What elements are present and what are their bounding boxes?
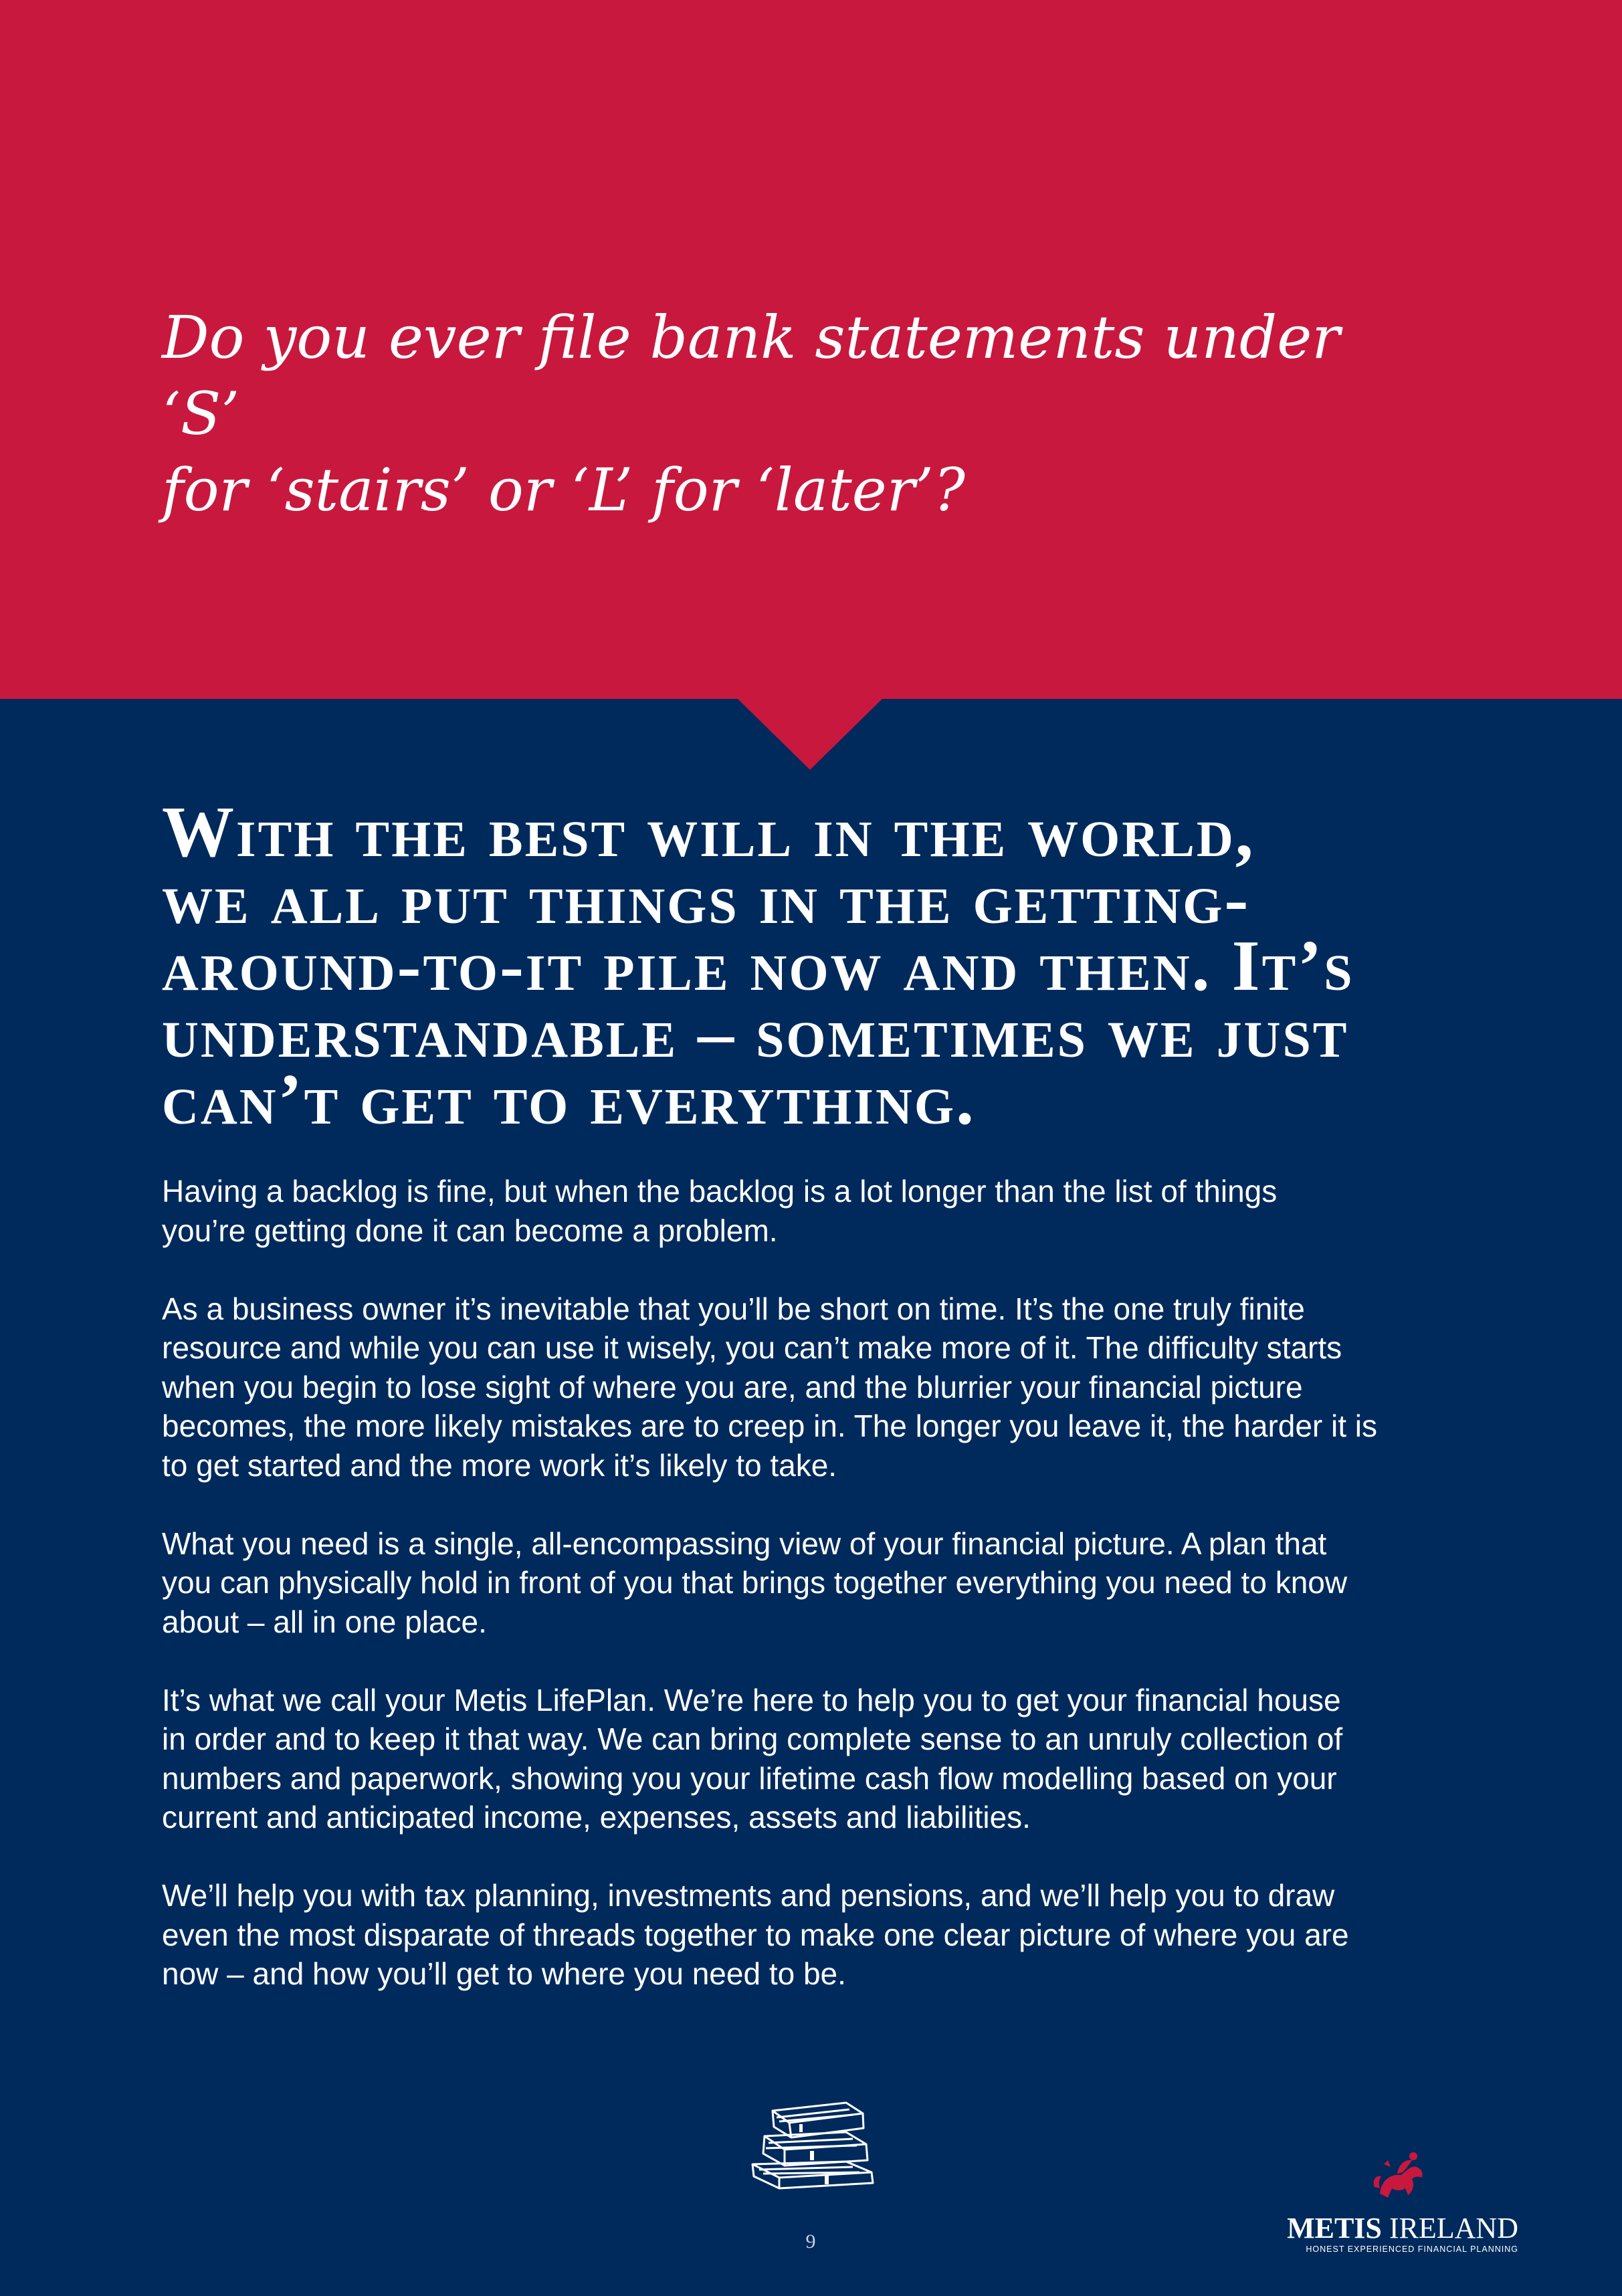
logo-name-bold: METIS xyxy=(1287,2212,1382,2245)
metis-horseman-icon xyxy=(1368,2147,1435,2210)
body-paragraph: What you need is a single, all-encompassing view of your financial picture. A plan that you can physically hold in front of you that brings together everything you need to know about – all in one place. xyxy=(162,1526,1348,1639)
logo-name-regular: IRELAND xyxy=(1389,2212,1518,2245)
intro-question: Do you ever file bank statements under ‘S’ for ‘stairs’ or ‘L’ for ‘later’? xyxy=(162,303,1340,524)
metis-ireland-logo xyxy=(1284,2147,1518,2254)
logo-wordmark xyxy=(1284,2214,1518,2243)
body-paragraph: It’s what we call your Metis LifePlan. We’re here to help you to get your financial house in order and to keep it that way. We can bring complete sense to an unruly collection of numbers and paperwork, showing you your lifetime cash flow modelling based on your current and anticipated income, expenses, assets and liabilities. xyxy=(162,1682,1343,1835)
page-heading: With the best will in the world, we all put things in the getting- around-to-it pile now and then. It’s understandable – sometimes we just can’t get to everything. xyxy=(162,793,1354,1140)
stacked-books-icon xyxy=(746,2097,880,2194)
page-number: 9 xyxy=(805,2230,816,2253)
body-text xyxy=(162,1172,1513,2032)
logo-tagline: HONEST EXPERIENCED FINANCIAL PLANNING xyxy=(1306,2245,1518,2254)
header-pointer-notch xyxy=(736,698,884,770)
body-paragraph: We’ll help you with tax planning, investments and pensions, and we’ll help you to draw even the most disparate of threads together to make one clear picture of where you are now – and how you’ll get to where you need to be. xyxy=(162,1878,1349,1991)
body-paragraph: Having a backlog is fine, but when the backlog is a lot longer than the list of things you’re getting done it can become a problem. xyxy=(162,1174,1278,1248)
body-paragraph: As a business owner it’s inevitable that you’ll be short on time. It’s the one truly finite resource and while you can use it wisely, you can’t make more of it. The difficulty starts when you begin to lose sight of where you are, and the blurrier your financial picture becomes, the more likely mistakes are to creep in. The longer you leave it, the harder it is to get started and the more work it’s likely to take. xyxy=(162,1291,1378,1483)
